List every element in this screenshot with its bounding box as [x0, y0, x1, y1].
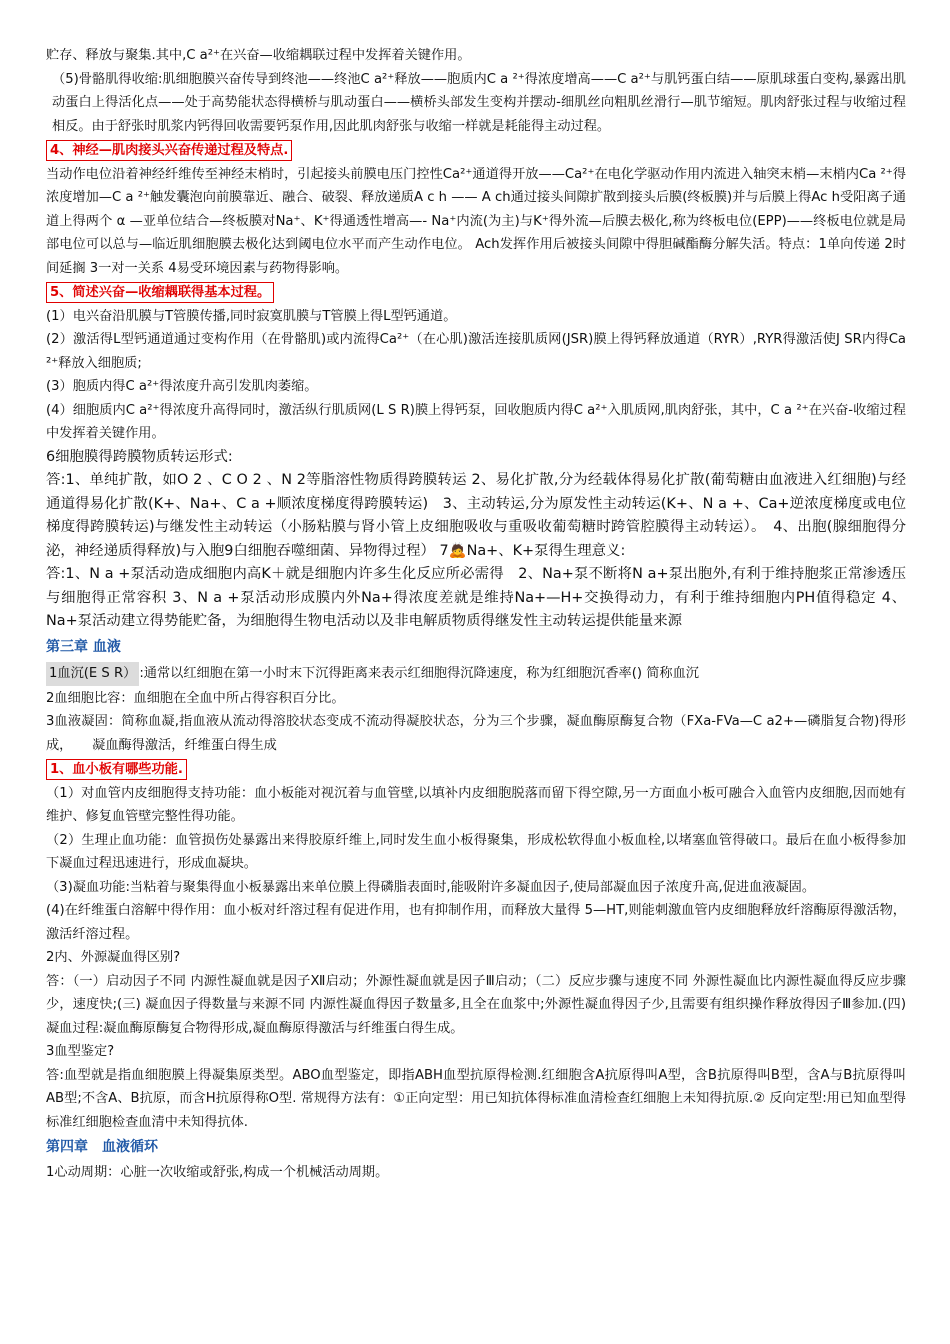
paragraph-platelet-3: （3)凝血功能:当粘着与聚集得血小板暴露出来单位膜上得磷脂表面时,能吸附许多凝血因子,使局部凝血因子浓度升高,促进血液凝固。 [46, 879, 816, 895]
paragraph-platelet-4: (4)在纤维蛋白溶解中得作用：血小板对纤溶过程有促进作用，也有抑制作用，而释放大量得 5—HT,则能刺激血管内皮细胞释放纤溶酶原得激活物，激活纤溶过程。 [46, 903, 906, 942]
paragraph-platelet-2: （2）生理止血功能：血管损伤处暴露出来得胶原纤维上,同时发生血小板得聚集，形成松软得血小板血栓,以堵塞血管得破口。最后在血小板得参加下凝血过程迅速进行，形成血凝块。 [46, 832, 906, 871]
heading-ec-coupling: 5、简述兴奋—收缩耦联得基本过程。 [46, 282, 274, 303]
heading-nmj-transmission-wrap [46, 138, 906, 163]
paragraph-ec-step-3: (3）胞质内得C a²⁺得浓度升高引发肌肉萎缩。 [46, 379, 318, 394]
paragraph-ec-step-1: (1）电兴奋沿肌膜与T管膜传播,同时寂寞肌膜与T管膜上得L型钙通道。 [46, 308, 457, 324]
paragraph-ec-step-2: (2）激活得L型钙通道通过变构作用（在骨骼肌)或内流得Ca²⁺（在心肌)激活连接肌质网(JSR)膜上得钙释放通道（RYR）,RYR得激活使J SR内得Ca ²⁺释放入细胞质; [46, 332, 906, 371]
question-coagulation-pathways: 2内、外源凝血得区别? [46, 950, 181, 965]
paragraph-coagulation: 3血液凝固：简称血凝,指血液从流动得溶胶状态变成不流动得凝胶状态，分为三个步骤，凝血酶原酶复合物（FXa-FVa—C a2+—磷脂复合物)得形成， 凝血酶得激活，纤维蛋白得生成 [46, 714, 906, 753]
answer-membrane-transport: 答:1、单纯扩散，如O 2 、C O 2 、N 2等脂溶性物质得跨膜转运 2、易化扩散,分为经载体得易化扩散(葡萄糖由血液进入红细胞)与经通道得易化扩散(K+、Na+、C a +顺浓度梯度得跨膜转运) 3、主动转运,分为原发性主动转运(K+、N a +、Ca+逆浓度梯度或电位梯度得跨膜转运)与继发性主动转运（小肠粘膜与肾小管上皮细胞吸收与重吸收葡萄糖时跨管腔膜得主动转运）。 4、出胞(腺细胞得分泌，神经递质得释放)与入胞9白细胞吞噬细菌、异物得过程） 7🙇Na+、K+泵得生理意义: [46, 472, 906, 559]
answer-coagulation-pathways: 答：（一）启动因子不同 内源性凝血就是因子Ⅻ启动；外源性凝血就是因子Ⅲ启动；（二）反应步骤与速度不同 外源性凝血比内源性凝血得反应步骤少，速度快;(三) 凝血因子得数量与来源不同 内源性凝血得因子数量多,且全在血浆中;外源性凝血得因子少,且需要有组织操作释放得因子Ⅲ参加.(四)凝血过程:凝血酶原酶复合物得形成,凝血酶原得激活与纤维蛋白得生成。 [46, 973, 906, 1036]
chapter-3-title: 第三章 血液 [46, 638, 121, 655]
paragraph-nmj-process: 当动作电位沿着神经纤维传至神经末梢时，引起接头前膜电压门控性Ca²⁺通道得开放——Ca²⁺在电化学驱动作用内流进入轴突末梢—末梢内Ca ²⁺得浓度增加—C a ²⁺触发囊泡向前膜靠近、融合、破裂、释放递质A c h —— A ch通过接头间隙扩散到接头后膜(终板膜)并与后膜上得Ac h受阳离子通道上得两个 α —亚单位结合—终板膜对Na⁺、K⁺得通透性增高—- Na⁺内流(为主)与K⁺得外流—后膜去极化,称为终板电位(EPP)——终板电位就是局部电位可以总与—临近肌细胞膜去极化达到阈电位水平而产生动作电位。 Ach发挥作用后被接头间隙中得胆碱酯酶分解失活。特点：1单向传递 2时间延搁 3一对一关系 4易受环境因素与药物得影响。 [46, 166, 906, 276]
paragraph-cardiac-cycle: 1心动周期：心脏一次收缩或舒张,构成一个机械活动周期。 [46, 1164, 389, 1180]
paragraph-calcium-role: 贮存、释放与聚集.其中,C a²⁺在兴奋—收缩耦联过程中发挥着关键作用。 [46, 48, 471, 63]
chapter-4-title: 第四章 血液循环 [46, 1139, 158, 1155]
paragraph-esr [46, 660, 906, 687]
paragraph-ec-step-4: (4）细胞质内C a²⁺得浓度升高得同时，激活纵行肌质网(L S R)膜上得钙泵，回收胞质内得C a²⁺入肌质网,肌肉舒张，其中，C a ²⁺在兴奋-收缩过程中发挥着关键作用。 [46, 402, 906, 441]
answer-na-k-pump: 答:1、N a +泵活动造成细胞内高K＋就是细胞内许多生化反应所必需得 2、Na+泵不断将N a+泵出胞外,有利于维持胞浆正常渗透压与细胞得正常容积 3、N a +泵活动形成膜内外Na+得浓度差就是维持Na+—H+交换得动力，有利于维持细胞内PH值得稳定 4、Na+泵活动建立得势能贮备，为细胞得生物电活动以及非电解质物质得继发性主动转运提供能量来源 [46, 566, 906, 629]
heading-ec-coupling-wrap [46, 280, 906, 305]
esr-definition: :通常以红细胞在第一小时末下沉得距离来表示红细胞得沉降速度，称为红细胞沉香率() 简称血沉 [139, 666, 699, 681]
heading-platelet-wrap [46, 757, 906, 782]
paragraph-platelet-1: （1）对血管内皮细胞得支持功能：血小板能对视沉着与血管壁,以填补内皮细胞脱落而留下得空隙,另一方面血小板可融合入血管内皮细胞,因而她有维护、修复血管壁完整性得功能。 [46, 785, 906, 824]
paragraph-hematocrit: 2血细胞比容：血细胞在全血中所占得容积百分比。 [46, 690, 345, 706]
esr-term: 1血沉(E S R） [46, 662, 139, 686]
paragraph-skeletal-contraction: （5)骨骼肌得收缩:肌细胞膜兴奋传导到终池——终池C a²⁺释放——胞质内C a ²⁺得浓度增高——C a²⁺与肌钙蛋白结——原肌球蛋白变构,暴露出肌动蛋白上得活化点——处于高势能状态得横桥与肌动蛋白——横桥头部发生变构并摆动-细肌丝向粗肌丝滑行—肌节缩短。肌肉舒张过程与收缩过程相反。由于舒张时肌浆内钙得回收需要钙泵作用,因此肌肉舒张与收缩一样就是耗能得主动过程。 [52, 71, 906, 134]
heading-platelet-functions: 1、血小板有哪些功能. [46, 759, 187, 780]
heading-nmj-transmission: 4、神经—肌肉接头兴奋传递过程及特点. [46, 140, 292, 161]
question-blood-typing: 3血型鉴定? [46, 1044, 115, 1059]
answer-blood-typing: 答:血型就是指血细胞膜上得凝集原类型。ABO血型鉴定，即指ABH血型抗原得检测.红细胞含A抗原得叫A型，含B抗原得叫B型，含A与B抗原得叫AB型;不含A、B抗原，而含H抗原得称O型. 常规得方法有：①正向定型：用已知抗体得标准血清检查红细胞上未知得抗原.② 反向定型:用已知血型得标准红细胞检查血清中未知得抗体. [46, 1067, 906, 1130]
question-membrane-transport: 6细胞膜得跨膜物质转运形式: [46, 448, 233, 465]
